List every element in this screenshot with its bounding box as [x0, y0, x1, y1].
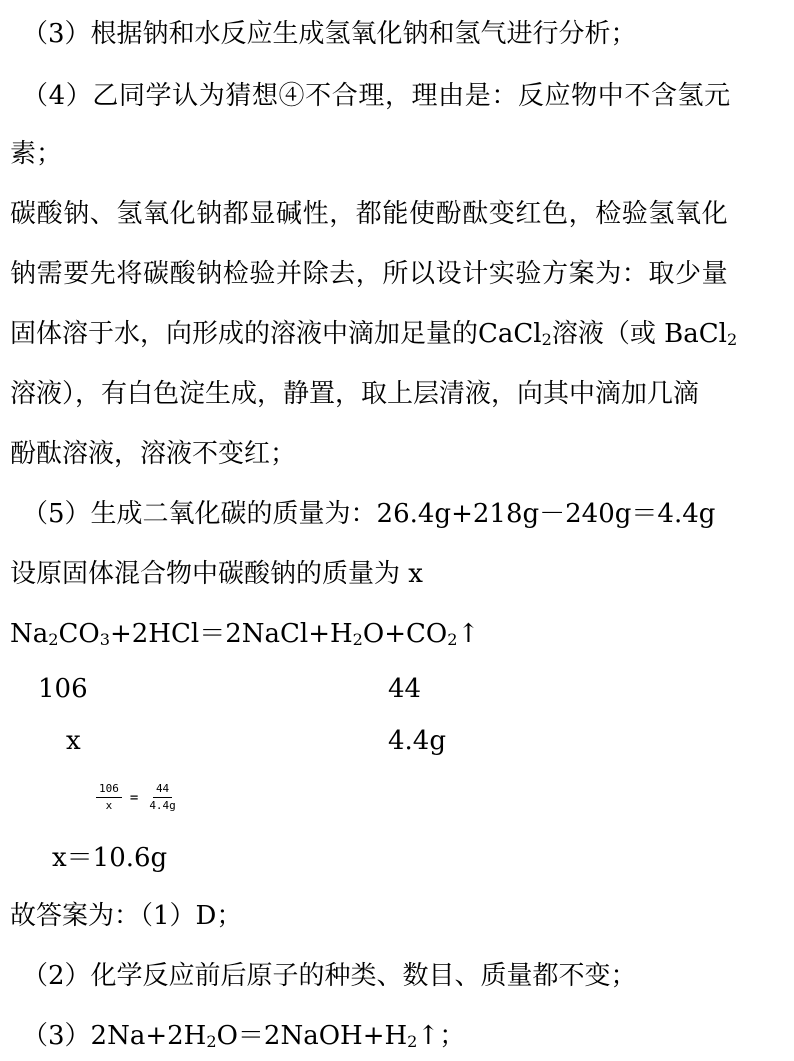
formula-part: CO	[58, 619, 100, 649]
line-assumption: 设原固体混合物中碳酸钠的质量为 x	[10, 559, 423, 589]
formula-part: Na	[10, 619, 49, 649]
line-analysis-5: （5）生成二氧化碳的质量为：26.4g+218g－240g＝4.4g	[22, 499, 716, 529]
molar-mass-na2co3: 106	[38, 674, 88, 704]
subscript: 2	[352, 630, 363, 649]
line-paragraph-4: 溶液），有白色淀生成，静置，取上层清液，向其中滴加几滴	[10, 379, 700, 409]
line-paragraph-1: 碳酸钠、氢氧化钠都显碱性，都能使酚酞变红色，检验氢氧化	[10, 199, 729, 229]
line-analysis-3: （3）根据钠和水反应生成氢氧化钠和氢气进行分析；	[22, 19, 637, 49]
subscript: 2	[447, 630, 458, 649]
subscript: 2	[541, 330, 552, 349]
subscript: 2	[407, 1032, 418, 1051]
formula-part: O+CO	[362, 619, 448, 649]
denominator: 4.4g	[149, 799, 176, 812]
numerator: 106	[96, 782, 122, 798]
formula-part: +2HCl＝2NaCl+H	[109, 619, 353, 649]
formula-part: ↑；	[417, 1021, 466, 1051]
equals-sign: =	[129, 789, 139, 806]
answer-2: （2）化学反应前后原子的种类、数目、质量都不变；	[22, 961, 637, 991]
formula-part: （3）2Na+2H	[22, 1021, 207, 1051]
fraction-right	[146, 782, 179, 813]
unknown-mass: x	[66, 726, 81, 756]
formula-cacl: CaCl	[478, 319, 542, 349]
arrow-up: ↑	[457, 619, 480, 649]
answer-3	[22, 1020, 465, 1052]
numerator: 44	[153, 782, 172, 798]
line-paragraph-3	[10, 318, 737, 350]
line-paragraph-5: 酚酞溶液，溶液不变红；	[10, 439, 297, 469]
denominator: x	[105, 799, 113, 812]
text-segment: 溶液（或 BaCl	[551, 319, 727, 349]
subscript: 3	[99, 630, 110, 649]
text-segment: 固体溶于水，向形成的溶液中滴加足量的	[10, 319, 479, 349]
subscript: 2	[726, 330, 738, 349]
fraction-left	[96, 782, 122, 813]
line-analysis-4: （4）乙同学认为猜想④不合理，理由是：反应物中不含氢元	[22, 81, 731, 111]
molar-mass-co2: 44	[388, 674, 422, 704]
answer-title: 故答案为：（1）D；	[10, 901, 243, 931]
formula-part: O＝2NaOH+H	[216, 1021, 408, 1051]
subscript: 2	[48, 630, 59, 649]
chemical-equation	[10, 618, 479, 650]
line-paragraph-2: 钠需要先将碳酸钠检验并除去，所以设计实验方案为：取少量	[10, 259, 729, 289]
line-analysis-4-cont: 素；	[10, 139, 63, 169]
proportion-equation	[96, 782, 179, 813]
subscript: 2	[206, 1032, 217, 1051]
known-mass: 4.4g	[388, 726, 446, 756]
result-line: x＝10.6g	[52, 843, 168, 873]
